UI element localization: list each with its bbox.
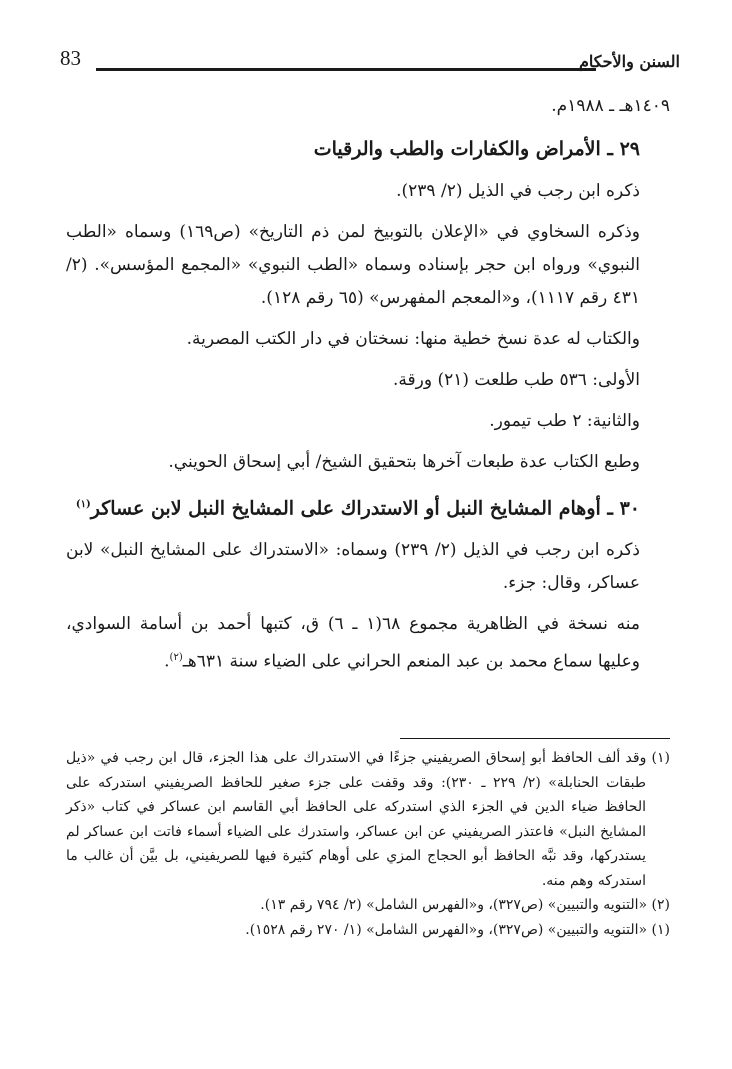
header-rule	[96, 68, 596, 71]
heading-29: ٢٩ ـ الأمراض والكفارات والطب والرقيات	[313, 138, 640, 160]
footnote-ref-1: (١)	[75, 499, 91, 510]
footnote-rule	[400, 738, 670, 739]
page-number: 83	[60, 46, 81, 70]
top-line: ١٤٠٩هـ ـ ١٩٨٨م.	[551, 96, 670, 116]
paragraph-7: ذكره ابن رجب في الذيل (٢/ ٢٣٩) وسماه: «الاستدراك على المشايخ النبل» لابن عساكر، وقال: جزء.	[66, 540, 640, 594]
page-header	[60, 42, 680, 82]
paragraph-4: الأولى: ٥٣٦ طب طلعت (٢١) ورقة.	[392, 370, 640, 390]
footnote-ref-2: (٢)	[169, 652, 183, 664]
paragraph-8-end: .	[164, 651, 170, 672]
paragraph-6: وطبع الكتاب عدة طبعات آخرها بتحقيق الشيخ/ أبي إسحاق الحويني.	[168, 452, 640, 472]
footnote-3: (١) «التنويه والتبيين» (ص٣٢٧)، و«الفهرس الشامل» (١/ ٢٧٠ رقم ١٥٢٨).	[245, 921, 670, 938]
heading-30-text: ٣٠ ـ أوهام المشايخ النبل أو الاستدراك على المشايخ النبل لابن عساكر	[90, 497, 640, 520]
paragraph-3: والكتاب له عدة نسخ خطية منها: نسختان في دار الكتب المصرية.	[186, 329, 640, 349]
paragraph-2: وذكره السخاوي في «الإعلان بالتوبيخ لمن ذم التاريخ» (ص١٦٩) وسماه «الطب النبوي» ورواه ابن حجر بإسناده وسماه «الطب النبوي» «المجمع المؤسس». (٢/ ٤٣١ رقم ١١١٧)، و«المعجم المفهرس» (٦٥ رقم ١٢٨).	[66, 222, 641, 308]
footnotes	[66, 746, 670, 942]
paragraph-1: ذكره ابن رجب في الذيل (٢/ ٢٣٩).	[396, 181, 640, 201]
footnote-2: (٢) «التنويه والتبيين» (ص٣٢٧)، و«الفهرس الشامل» (٢/ ٧٩٤ رقم ١٣).	[260, 897, 670, 913]
paragraph-5: والثانية: ٢ طب تيمور.	[489, 411, 640, 431]
running-head: السنن والأحكام	[579, 52, 680, 71]
main-text	[66, 90, 670, 687]
paragraph-8	[66, 608, 670, 679]
footnote-1: (١) وقد ألف الحافظ أبو إسحاق الصريفيني جزءًا في الاستدراك على هذا الجزء، قال ابن رجب في «ذيل طبقات الحنابلة» (٢/ ٢٢٩ ـ ٢٣٠): وقد وقفت على جزء صغير للحافظ الصريفيني استدركه على الحافظ ضياء الدين في الجزء الذي استدركه على الحافظ أبي القاسم ابن عساكر في كتاب «ذكر المشايخ النبل» فاعتذر الصريفيني عن ابن عساكر، واستدرك على الضياء أسماء فاتت ابن عساكر لم يستدركها، وقد نبَّه الحافظ أبو الحجاج المزي على أوهام كثيرة فيها للصريفيني، بل بيَّن أن غالب ما استدركه وهم منه.	[66, 750, 670, 889]
heading-30	[66, 487, 670, 526]
paragraph-8-text: منه نسخة في الظاهرية مجموع ٦٨(١ ـ ٦) ق، كتبها أحمد بن أسامة السوادي، وعليها سماع محمد بن عبد المنعم الحراني على الضياء سنة ٦٣١هـ	[66, 614, 641, 672]
